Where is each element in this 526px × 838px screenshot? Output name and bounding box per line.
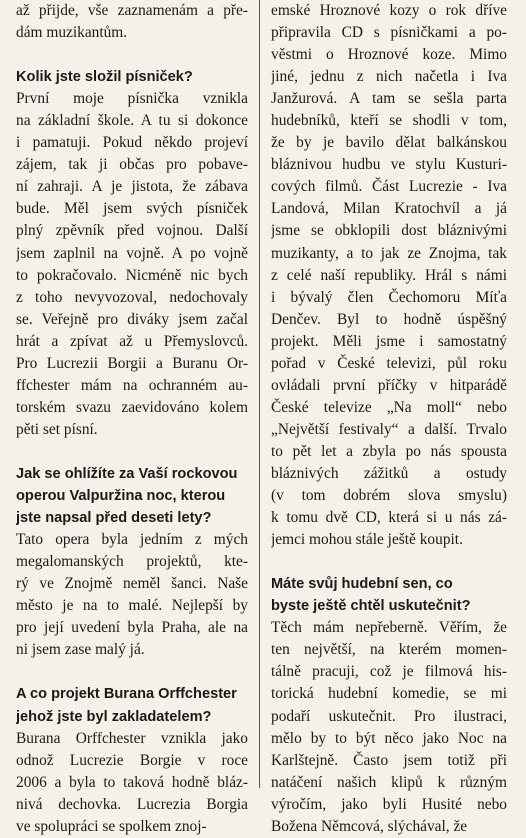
text-line: připravila CD s písničkami a po- xyxy=(271,24,507,42)
text-line: ffchester mám na ochranném au- xyxy=(16,376,248,394)
text-line: bude. Měl jsem svých písniček xyxy=(16,200,248,218)
text-line: z celé naší republiky. Hrál s námi xyxy=(271,266,507,284)
text-line: Landová, Milan Kratochvíl a já xyxy=(271,200,507,218)
text-line: pěti set písní. xyxy=(16,420,98,438)
text-line: Těch mám nepřeberně. Věřím, že xyxy=(271,619,507,637)
text-line: torická hudební komedie, se mi xyxy=(271,685,507,703)
text-line: jsem zaplnil na vojně. A po vojně xyxy=(16,244,248,262)
text-line: nivá dechovka. Lucrezia Borgia xyxy=(16,795,248,813)
interview-question xyxy=(16,683,248,727)
text-line: České televize „Na moll“ nebo xyxy=(271,398,507,416)
paragraph-spacer xyxy=(16,44,248,66)
column-divider xyxy=(259,0,260,788)
text-line: až přijde, vše zaznamenám a pře- xyxy=(16,2,248,19)
text-line: rý ve Znojmě neměl šanci. Naše xyxy=(16,575,248,593)
question-line: jste napsal před deseti lety? xyxy=(16,510,212,527)
text-line: projekt. Měli jsme i samostatný xyxy=(271,332,507,350)
answer-paragraph xyxy=(271,0,507,551)
text-line: megalomanských projektů, kte- xyxy=(16,553,248,571)
text-line: ní zahraji. A je jistota, že zábava xyxy=(16,178,248,196)
text-line: město je na to malé. Nejlepší by xyxy=(16,597,248,615)
text-line: k tomu dvě CD, která si u nás zá- xyxy=(271,509,507,527)
question-line: byste ještě chtěl uskutečnit? xyxy=(271,598,471,615)
question-line: Jak se ohlížíte za Vaší rockovou xyxy=(16,465,238,482)
question-line: operou Valpuržina noc, kterou xyxy=(16,488,226,505)
interview-question xyxy=(16,463,248,529)
paragraph-spacer xyxy=(16,441,248,463)
text-line: Božena Němcová, slýchával, že xyxy=(271,817,468,835)
text-line: věstmi o Hroznové koze. Mimo xyxy=(271,46,507,64)
text-line: pro její uvedení byla Praha, ale na xyxy=(16,619,248,637)
text-line: to pět let a zbyla po nás spousta xyxy=(271,442,507,460)
text-line: Pro Lucrezii Borgii a Buranu Or- xyxy=(16,354,248,372)
text-line: jsme se obklopili dost bláznivými xyxy=(271,222,507,240)
text-line: ten největší, na kterém momen- xyxy=(271,641,507,659)
text-line: První moje písnička vznikla xyxy=(16,90,248,108)
text-line: pořad v České televizi, půl roku xyxy=(271,354,507,372)
text-line: muzikanty, a to jak ze Znojma, tak xyxy=(271,244,507,262)
question-line: Kolik jste složil písniček? xyxy=(16,69,193,86)
answer-paragraph xyxy=(16,728,248,838)
left-column xyxy=(16,0,248,838)
text-line: jiné, jednu z nich načetla i Iva xyxy=(271,68,507,86)
interview-question xyxy=(271,573,507,617)
question-line: jehož jste byl zakladatelem? xyxy=(16,708,212,725)
text-line: (v tom dobrém slova smyslu) xyxy=(271,487,507,505)
text-line: Janžurová. A tam se sešla parta xyxy=(271,90,507,108)
text-line: odnož Lucrezie Borgie v roce xyxy=(16,751,248,769)
text-line: z toho nevyvozoval, nedochovaly xyxy=(16,288,248,306)
text-line: na základní škole. A tu si dokonce xyxy=(16,112,248,130)
text-line: torském svazu zaevidováno kolem xyxy=(16,398,248,416)
text-line: tálně pracuji, což je filmová his- xyxy=(271,663,507,681)
text-line: hudebníků, kteří se shodli v tom, xyxy=(271,112,507,130)
text-line: cových filmů. Část Lucrezie - Iva xyxy=(271,178,507,196)
text-line: podaří uskutečnit. Pro ilustraci, xyxy=(271,707,507,725)
question-line: A co projekt Burana Orffchester xyxy=(16,686,237,703)
answer-paragraph xyxy=(16,529,248,661)
text-line: emské Hroznové kozy o rok dříve xyxy=(271,2,507,19)
text-line: 2006 a byla to taková hodně bláz- xyxy=(16,773,248,791)
text-line: Karlštejně. Často jsem totiž při xyxy=(271,751,507,769)
text-line: výročím, jako byli Husité nebo xyxy=(271,795,507,813)
text-line: mělo by to být něco jako Noc na xyxy=(271,729,507,747)
interview-question xyxy=(16,66,248,88)
right-column xyxy=(271,0,507,838)
text-line: plný zpěvník před vojnou. Další xyxy=(16,222,248,240)
text-line: jemci mohou stále ještě koupit. xyxy=(271,531,463,549)
text-line: natáčení našich klipů k různým xyxy=(271,773,507,791)
text-line: bláznivou hudbu ve stylu Kusturi- xyxy=(271,156,507,174)
text-line: „Největší festivaly“ a další. Trvalo xyxy=(271,420,507,438)
text-line: ve spolupráci se spolkem znoj- xyxy=(16,817,207,835)
paragraph-spacer xyxy=(16,661,248,683)
text-line: to pokračovalo. Nicméně nic bych xyxy=(16,266,248,284)
text-line: bláznivých zážitků a ostudy xyxy=(271,464,507,482)
text-line: zájem, tak ji občas pro pobave- xyxy=(16,156,248,174)
answer-paragraph xyxy=(271,617,507,837)
answer-paragraph xyxy=(16,88,248,441)
text-line: ovládali první příčky v hitparádě xyxy=(271,376,507,394)
text-line: dám muzikantům. xyxy=(16,24,128,42)
text-line: Tato opera byla jedním z mých xyxy=(16,531,248,549)
text-line: že by je bavilo dělat balkánskou xyxy=(271,134,507,152)
text-line: i bývalý člen Čechomoru Míťa xyxy=(271,288,507,306)
text-line: ni jsem zase malý já. xyxy=(16,641,145,659)
text-line: i pamatuji. Pokud někdo projeví xyxy=(16,134,248,152)
text-line: hrát a zpívat až u Přemyslovců. xyxy=(16,332,248,350)
text-line: Burana Orffchester vznikla jako xyxy=(16,729,248,747)
text-line: Denčev. Byl to hodně úspěšný xyxy=(271,310,507,328)
paragraph-spacer xyxy=(271,551,507,573)
answer-paragraph xyxy=(16,0,248,44)
question-line: Máte svůj hudební sen, co xyxy=(271,576,453,593)
text-line: se. Veřejně pro diváky jsem začal xyxy=(16,310,248,328)
